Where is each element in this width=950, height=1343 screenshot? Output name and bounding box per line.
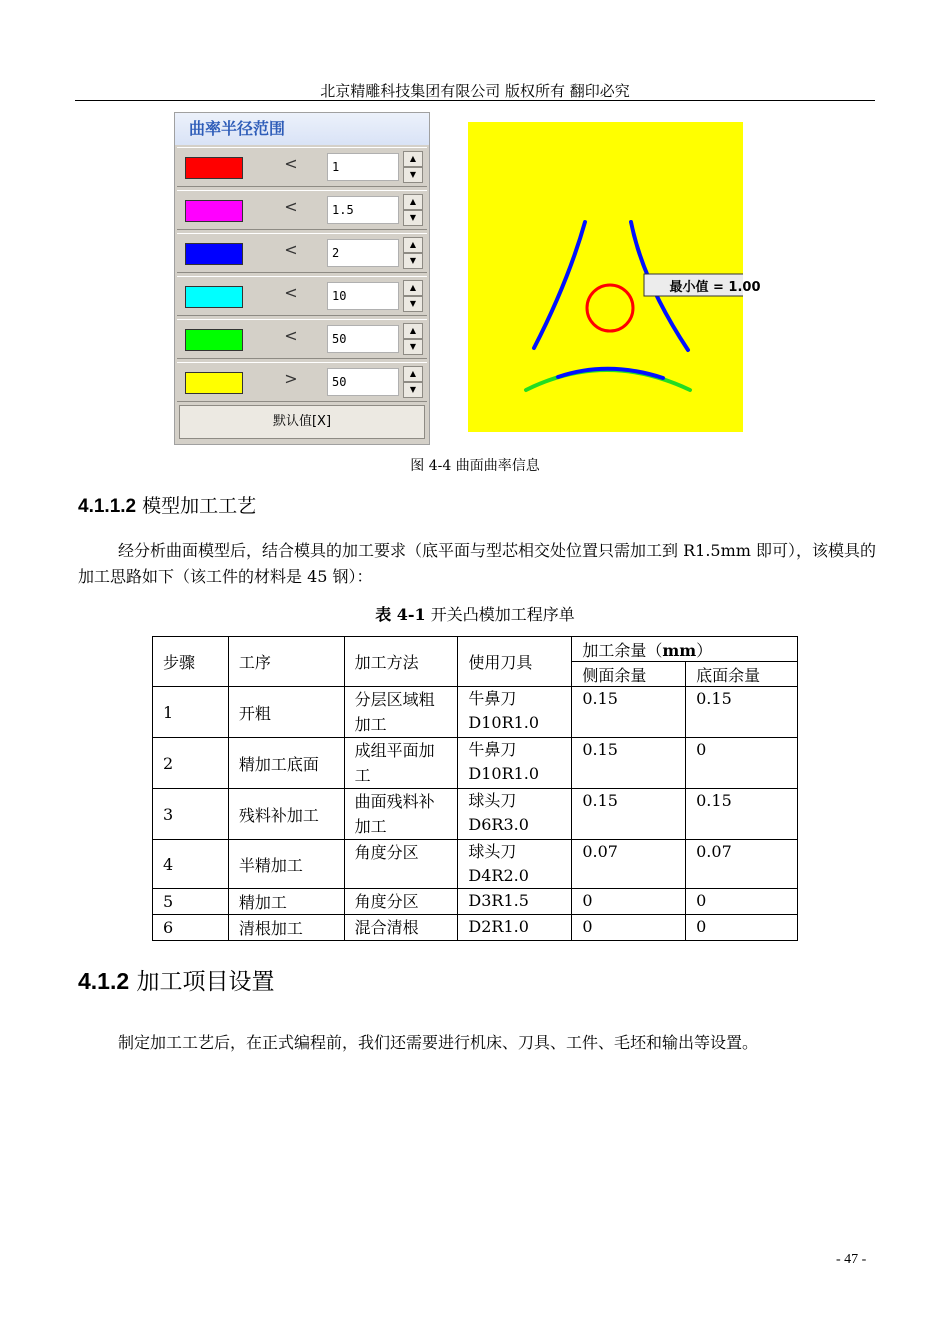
method-text: 混合清根 bbox=[354, 918, 419, 937]
tool-type: 球头刀 bbox=[468, 842, 517, 861]
tool-type: 牛鼻刀 bbox=[468, 689, 517, 708]
curvature-row bbox=[177, 319, 427, 359]
spin-control bbox=[403, 366, 423, 398]
method-text: 角度分区 bbox=[354, 892, 419, 911]
comparison-sign: > bbox=[284, 369, 298, 388]
cell-method bbox=[344, 789, 458, 840]
spin-down-icon[interactable]: ▼ bbox=[403, 382, 423, 398]
cell-tool bbox=[458, 789, 572, 840]
paragraph-1: 经分析曲面模型后，结合模具的加工要求（底平面与型芯相交处位置只需加工到 R1.5mm 即可），该模具的加工思路如下（该工件的材料是 45 钢）： bbox=[78, 541, 877, 586]
section-title: 模型加工工艺 bbox=[142, 495, 257, 517]
cell-step: 1 bbox=[153, 687, 229, 738]
section-number: 4.1.2 bbox=[78, 968, 130, 994]
cell-tool bbox=[458, 915, 572, 941]
cell-method bbox=[344, 889, 458, 915]
table-row bbox=[153, 889, 798, 915]
spin-control bbox=[403, 280, 423, 312]
spin-up-icon[interactable]: ▲ bbox=[403, 237, 423, 253]
spin-up-icon[interactable]: ▲ bbox=[403, 151, 423, 167]
header-step: 步骤 bbox=[153, 637, 229, 687]
figure-caption: 图 4-4 曲面曲率信息 bbox=[410, 458, 540, 474]
curvature-row bbox=[177, 233, 427, 273]
tool-type: 牛鼻刀 bbox=[468, 740, 517, 759]
curvature-row bbox=[177, 276, 427, 316]
header-bottom: 底面余量 bbox=[686, 662, 798, 687]
color-swatch[interactable] bbox=[185, 200, 243, 222]
radius-value-input[interactable]: 2 bbox=[327, 239, 399, 267]
radius-value-input[interactable]: 10 bbox=[327, 282, 399, 310]
cell-bottom: 0.15 bbox=[686, 687, 798, 738]
spin-control bbox=[403, 237, 423, 269]
cell-method bbox=[344, 687, 458, 738]
cell-side: 0 bbox=[572, 889, 686, 915]
table-row bbox=[153, 789, 798, 840]
method-text: 分层区域粗加工 bbox=[354, 690, 435, 734]
cell-bottom: 0 bbox=[686, 915, 798, 941]
default-value-button[interactable]: 默认值[X] bbox=[179, 405, 425, 439]
cell-side: 0.15 bbox=[572, 687, 686, 738]
color-swatch[interactable] bbox=[185, 286, 243, 308]
page-header: 北京精雕科技集团有限公司 版权所有 翻印必究 bbox=[320, 82, 630, 100]
table-caption bbox=[0, 602, 950, 625]
comparison-sign: < bbox=[284, 283, 298, 302]
page-number: - 47 - bbox=[836, 1252, 867, 1267]
spin-up-icon[interactable]: ▲ bbox=[403, 194, 423, 210]
table-caption-text: 开关凸模加工程序单 bbox=[430, 605, 575, 624]
cell-process: 半精加工 bbox=[228, 840, 344, 889]
machining-program-table bbox=[152, 636, 798, 941]
spin-control bbox=[403, 151, 423, 183]
cell-bottom: 0.07 bbox=[686, 840, 798, 889]
allowance-unit: mm bbox=[662, 640, 697, 660]
spin-down-icon[interactable]: ▼ bbox=[403, 167, 423, 183]
spin-up-icon[interactable]: ▲ bbox=[403, 280, 423, 296]
cell-method bbox=[344, 840, 458, 889]
header-allowance bbox=[572, 637, 798, 662]
cell-method bbox=[344, 738, 458, 789]
cell-tool bbox=[458, 738, 572, 789]
tool-type: 球头刀 bbox=[468, 791, 517, 810]
header-process: 工序 bbox=[228, 637, 344, 687]
spin-down-icon[interactable]: ▼ bbox=[403, 296, 423, 312]
cell-side: 0.15 bbox=[572, 738, 686, 789]
cell-tool bbox=[458, 889, 572, 915]
comparison-sign: < bbox=[284, 240, 298, 259]
table-caption-number: 表 4-1 bbox=[375, 605, 426, 624]
header-method: 加工方法 bbox=[344, 637, 458, 687]
spin-control bbox=[403, 194, 423, 226]
cell-process: 清根加工 bbox=[228, 915, 344, 941]
curvature-row bbox=[177, 190, 427, 230]
color-swatch[interactable] bbox=[185, 157, 243, 179]
section-number: 4.1.1.2 bbox=[78, 496, 137, 517]
method-text: 角度分区 bbox=[354, 843, 419, 862]
allowance-close: ） bbox=[696, 640, 713, 660]
color-swatch[interactable] bbox=[185, 243, 243, 265]
cell-step: 5 bbox=[153, 889, 229, 915]
paragraph-2: 制定加工工艺后，在正式编程前，我们还需要进行机床、刀具、工件、毛坯和输出等设置。 bbox=[118, 1033, 759, 1052]
table-row bbox=[153, 915, 798, 941]
tool-type: D3R1.5 bbox=[468, 891, 529, 910]
tool-size: D4R2.0 bbox=[468, 866, 529, 885]
cell-process: 开粗 bbox=[228, 687, 344, 738]
spin-up-icon[interactable]: ▲ bbox=[403, 323, 423, 339]
spin-down-icon[interactable]: ▼ bbox=[403, 339, 423, 355]
tool-type: D2R1.0 bbox=[468, 917, 529, 936]
radius-value-input[interactable]: 50 bbox=[327, 325, 399, 353]
cell-side: 0 bbox=[572, 915, 686, 941]
tool-size: D10R1.0 bbox=[468, 713, 540, 732]
curvature-row bbox=[177, 362, 427, 402]
section-heading-4-1-1-2 bbox=[78, 491, 256, 518]
tool-size: D10R1.0 bbox=[468, 764, 540, 783]
cell-step: 2 bbox=[153, 738, 229, 789]
min-value-label: 最小值 = 1.00 bbox=[669, 280, 761, 295]
method-text: 成组平面加工 bbox=[354, 741, 435, 785]
table-row bbox=[153, 738, 798, 789]
cell-bottom: 0 bbox=[686, 738, 798, 789]
comparison-sign: < bbox=[284, 197, 298, 216]
cell-tool bbox=[458, 840, 572, 889]
radius-value-input[interactable]: 50 bbox=[327, 368, 399, 396]
cell-process: 残料补加工 bbox=[228, 789, 344, 840]
cell-tool bbox=[458, 687, 572, 738]
spin-up-icon[interactable]: ▲ bbox=[403, 366, 423, 382]
cell-side: 0.07 bbox=[572, 840, 686, 889]
panel-title: 曲率半径范围 bbox=[175, 113, 429, 145]
cell-side: 0.15 bbox=[572, 789, 686, 840]
cell-bottom: 0 bbox=[686, 889, 798, 915]
tool-size: D6R3.0 bbox=[468, 815, 529, 834]
spin-control bbox=[403, 323, 423, 355]
cell-step: 4 bbox=[153, 840, 229, 889]
comparison-sign: < bbox=[284, 154, 298, 173]
color-swatch[interactable] bbox=[185, 372, 243, 394]
header-rule bbox=[75, 100, 875, 101]
comparison-sign: < bbox=[284, 326, 298, 345]
curvature-row bbox=[177, 147, 427, 187]
cell-step: 3 bbox=[153, 789, 229, 840]
allowance-text: 加工余量（ bbox=[582, 640, 663, 660]
spin-down-icon[interactable]: ▼ bbox=[403, 253, 423, 269]
color-swatch[interactable] bbox=[185, 329, 243, 351]
table-row bbox=[153, 687, 798, 738]
curvature-range-panel bbox=[174, 112, 430, 445]
header-side: 侧面余量 bbox=[572, 662, 686, 687]
section-title: 加工项目设置 bbox=[136, 969, 275, 995]
cell-process: 精加工 bbox=[228, 889, 344, 915]
radius-value-input[interactable]: 1 bbox=[327, 153, 399, 181]
section-heading-4-1-2 bbox=[78, 963, 274, 996]
method-text: 曲面残料补加工 bbox=[354, 792, 435, 836]
cell-step: 6 bbox=[153, 915, 229, 941]
cell-method bbox=[344, 915, 458, 941]
spin-down-icon[interactable]: ▼ bbox=[403, 210, 423, 226]
header-tool: 使用刀具 bbox=[458, 637, 572, 687]
radius-value-input[interactable]: 1.5 bbox=[327, 196, 399, 224]
cell-process: 精加工底面 bbox=[228, 738, 344, 789]
cell-bottom: 0.15 bbox=[686, 789, 798, 840]
table-row bbox=[153, 840, 798, 889]
